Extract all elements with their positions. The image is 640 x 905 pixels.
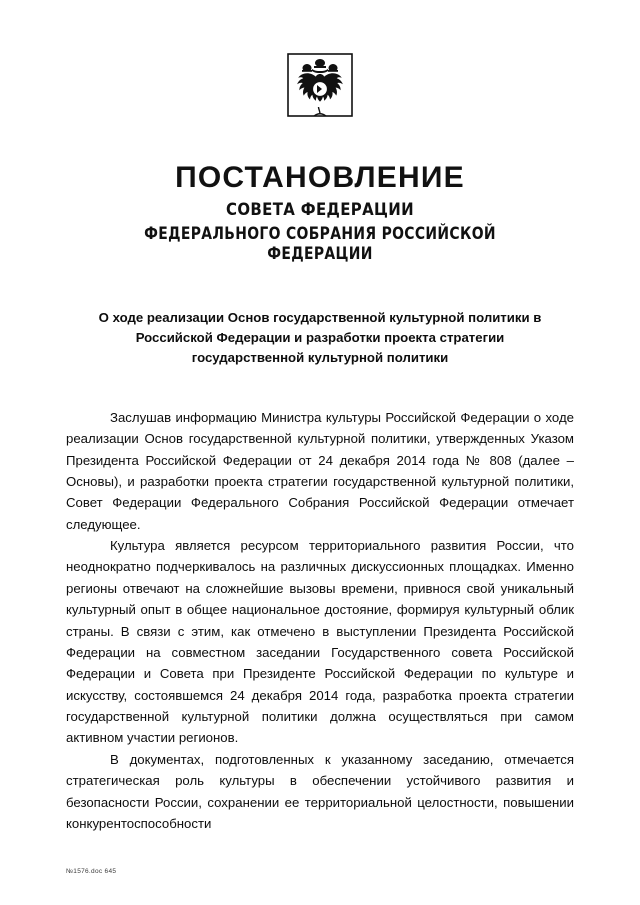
russian-coat-of-arms-icon <box>284 52 356 136</box>
body-paragraph-3: В документах, подготовленных к указанному заседанию, отмечается стратегическая роль культуры в обеспечении устойчивого развития и безопасности России, сохранении ее территориальной целостности, повышении конкурентоспособности <box>66 751 574 831</box>
body-paragraph-2: Культура является ресурсом территориального развития России, что неоднократно подчеркивалось на различных дискуссионных площадках. Именно регионы отвечают на сложнейшие вызовы времени, привнося свой уникальный культурный опыт в общее национальное достояние, формируя культурный облик страны. В связи с этим, как отмечено в выступлении Президента Российской Федерации на совместном заседании Государственного совета Российской Федерации и Совета при Президенте Российской Федерации по культуре и искусству, состоявшемся 24 декабря 2014 года, разработка проекта стратегии государственной культурной политики должна осуществляться при самом активном участии регионов. <box>66 538 574 746</box>
document-title-line2: СОВЕТА ФЕДЕРАЦИИ <box>225 199 414 220</box>
document-title: ПОСТАНОВЛЕНИЕ <box>175 161 465 194</box>
footer-note: №1576.doc 645 <box>66 868 117 875</box>
document-subject: О ходе реализации Основ государственной культурной политики в Российской Федерации и разработки проекта стратегии государственной культурной политики <box>98 309 542 366</box>
document-title-block <box>66 162 574 264</box>
document-body <box>66 407 574 835</box>
body-paragraph-1: Заслушав информацию Министра культуры Российской Федерации о ходе реализации Основ государственной культурной политики, утвержденных Указом Президента Российской Федерации от 24 декабря 2014 года № 808 (далее – Основы), и разработки проекта стратегии государственной культурной политики, Совет Федерации Федерального Собрания Российской Федерации отмечает следующее. <box>66 409 574 532</box>
document-title-line3: ФЕДЕРАЛЬНОГО СОБРАНИЯ РОССИЙСКОЙ ФЕДЕРАЦИИ <box>144 223 496 264</box>
emblem-container <box>66 0 574 136</box>
